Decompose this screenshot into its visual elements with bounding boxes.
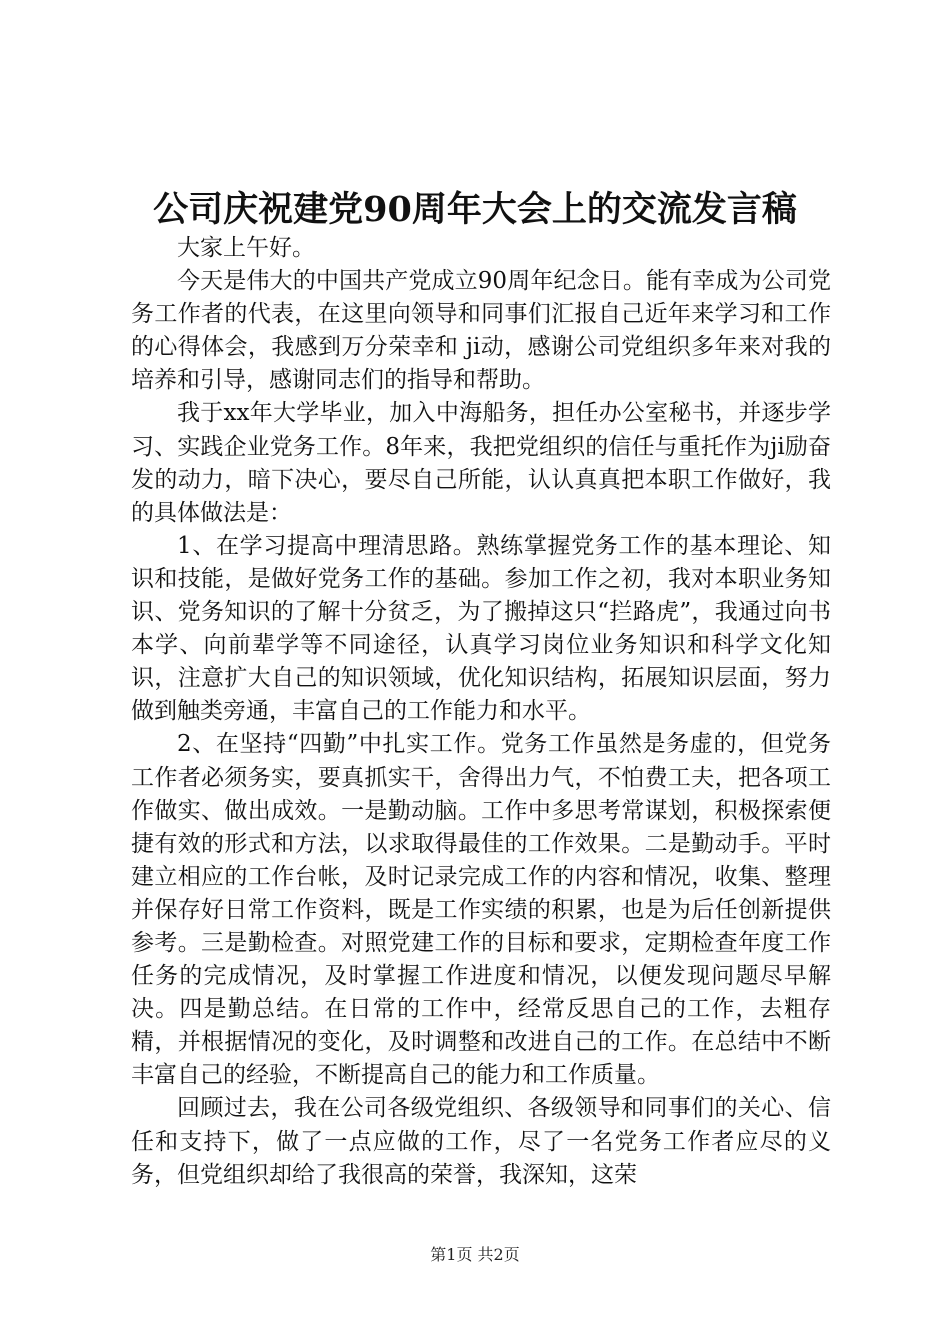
paragraph-point-2: 2、在坚持“四勤”中扎实工作。党务工作虽然是务虚的，但党务工作者必须务实，要真抓实干，舍得出力气，不怕费工夫，把各项工作做实、做出成效。一是勤动脑。工作中多思考常谋划，积极探索便捷有效的形式和方法，以求取得最佳的工作效果。二是勤动手。平时建立相应的工作台帐，及时记录完成工作的内容和情况，收集、整理并保存好日常工作资料，既是工作实绩的积累，也是为后任创新提供参考。三是勤检查。对照党建工作的目标和要求，定期检查年度工作任务的完成情况，及时掌握工作进度和情况，以便发现问题尽早解决。四是勤总结。在日常的工作中，经常反思自己的工作，去粗存精，并根据情况的变化，及时调整和改进自己的工作。在总结中不断丰富自己的经验，不断提高自己的能力和工作质量。 [131,731,831,1089]
paragraph-introduction: 今天是伟大的中国共产党成立90周年纪念日。能有幸成为公司党务工作者的代表，在这里向领导和同事们汇报自己近年来学习和工作的心得体会，我感到万分荣幸和 ji动，感谢公司党组织多年来对我的培养和引导，感谢同志们的指导和帮助。 [131,268,831,394]
document-body [131,232,831,1192]
paragraph-review: 回顾过去，我在公司各级党组织、各级领导和同事们的关心、信任和支持下，做了一点应做的工作，尽了一名党务工作者应尽的义务，但党组织却给了我很高的荣誉，我深知，这荣 [131,1095,831,1188]
paragraph-point-1: 1、在学习提高中理清思路。熟练掌握党务工作的基本理论、知识和技能，是做好党务工作的基础。参加工作之初，我对本职业务知识、党务知识的了解十分贫乏，为了搬掉这只“拦路虎”，我通过向书本学、向前辈学等不同途径，认真学习岗位业务知识和科学文化知识，注意扩大自己的知识领域，优化知识结构，拓展知识层面，努力做到触类旁通，丰富自己的工作能力和水平。 [131,532,831,725]
paragraph-background: 我于xx年大学毕业，加入中海船务，担任办公室秘书，并逐步学习、实践企业党务工作。8年来，我把党组织的信任与重托作为ji励奋发的动力，暗下决心，要尽自己所能，认认真真把本职工作做好，我的具体做法是： [131,400,831,526]
document-title: 公司庆祝建党90周年大会上的交流发言稿 [153,189,797,230]
page-number-footer: 第1页 共2页 [430,1245,520,1264]
paragraph-greeting: 大家上午好。 [177,235,315,261]
